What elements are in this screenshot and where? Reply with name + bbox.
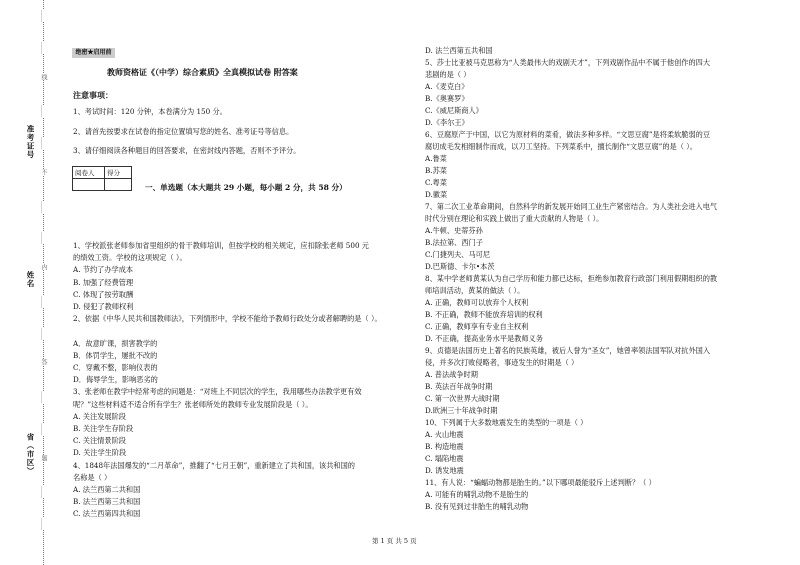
question-line: A. 法兰西第二共和国 <box>73 485 141 494</box>
seal-cut-mark: …… <box>39 422 46 435</box>
question-line: A. 可能有的哺乳动物不是胎生的 <box>425 490 529 499</box>
question-line: 6、豆腐原产于中国，以它为原材料的菜肴，做法多种多样。“文思豆腐”是将柔软脆弱的豆 <box>425 130 711 139</box>
question-line: C. 关注情景阶段 <box>73 436 126 446</box>
question-line: A. 正确，教师可以放弃个人权利 <box>425 298 529 307</box>
seal-cut-mark: …… <box>39 10 46 22</box>
question-line: B.苏菜 <box>425 166 447 175</box>
question-line: 8、某中学老师黄某认为自己学历和能力都已达标，拒绝参加教育行政部门利用假期组织的教 <box>425 274 718 283</box>
question-line: D. 侵犯了教师权利 <box>73 302 134 311</box>
question-line: A. 关注发展阶段 <box>73 411 126 421</box>
margin-label-exam-id: 准考证号 <box>26 125 35 159</box>
question-line: B.《奥赛罗》 <box>425 94 469 103</box>
notice-heading: 注意事项： <box>73 90 113 100</box>
seal-cut-mark: …… <box>39 41 46 54</box>
seal-cut-mark: …… <box>39 391 46 404</box>
seal-cut-mark: …… <box>39 518 46 531</box>
question-line: B. 不正确，教师不能放弃培训的权利 <box>425 310 543 319</box>
score-box <box>72 166 132 191</box>
seal-dotted-line <box>43 0 44 565</box>
question-line: 呢？”这些材料适不适合所有学生？张老师所处的教师专业发展阶段是（ ）。 <box>73 399 313 409</box>
question-line: C. 正确，教师享有专业自主权利 <box>425 322 529 331</box>
question-line: 悲剧的是（ ） <box>425 70 471 79</box>
score-box-grader-cell <box>73 179 105 191</box>
question-line: D.欧洲三十年战争时期 <box>425 406 498 415</box>
margin-label-name: 姓名 <box>26 271 35 288</box>
notice-item: 2、请首先按要求在试卷的指定位置填写您的姓名、准考证号等信息。 <box>73 127 294 136</box>
question-line: A. 节约了办学成本 <box>73 265 134 275</box>
seal-cut-mark: 不 <box>40 168 47 175</box>
question-line: B．体罚学生，屡批不改的 <box>73 350 158 360</box>
seal-cut-mark: …… <box>39 486 46 499</box>
question-line: D.《李尔王》 <box>425 118 469 127</box>
question-line: B. 没有见到过非胎生的哺乳动物 <box>425 502 529 511</box>
question-line: B. 英法百年战争时期 <box>425 382 493 391</box>
seal-cut-mark: …… <box>39 137 46 150</box>
question-line: B.法拉第、西门子 <box>425 238 483 247</box>
question-line: A．故意旷课，损害教学的 <box>73 338 158 348</box>
seal-cut-mark: 答 <box>40 359 47 366</box>
question-line: D.巴斯德、卡尔•本茨 <box>425 262 495 271</box>
question-line: D. 关注学生阶段 <box>73 448 127 458</box>
question-line: B. 关注学生存阶段 <box>73 424 134 433</box>
score-box-grader-label: 阅卷人 <box>73 167 105 179</box>
seal-cut-mark: 内 <box>40 264 47 271</box>
question-line: 5、莎士比亚被马克思称为“人类最伟大的戏剧天才”，下列戏剧作品中不属于他创作的四大 <box>425 58 711 67</box>
question-line: A.《麦克白》 <box>425 82 469 91</box>
question-line: C.门捷列夫、马可尼 <box>425 250 491 259</box>
section-title: 一、单选题（本大题共 29 小题，每小题 2 分，共 58 分） <box>145 183 347 192</box>
question-line: 时代分别在理论和实践上做出了重大贡献的人物是（ ）。 <box>425 214 604 223</box>
seal-cut-mark: …… <box>39 105 46 118</box>
question-line: A.牛顿、史蒂芬孙 <box>425 226 483 235</box>
seal-cut-mark: …… <box>39 327 46 340</box>
page-title: 教师资格证《（中学）综合素质》全真模拟试卷 附答案 <box>107 67 298 77</box>
page-number: 第 1 页 共 5 页 <box>372 537 417 545</box>
seal-cut-mark: …… <box>39 295 46 308</box>
score-box-score-label: 得分 <box>105 167 132 179</box>
question-line: D. 法兰西第五共和国 <box>425 46 493 55</box>
question-line: C.粤菜 <box>425 178 447 187</box>
question-line: 4、1848年法国爆发的“二月革命”，推翻了“七月王朝”，重新建立了共和国，该共和国的 <box>73 460 355 470</box>
question-line: 1、学校派张老师参加省里组织的骨干教师培训，但按学校的相关规定，应扣除张老师 500 元 <box>73 241 369 250</box>
question-line: D.徽菜 <box>425 190 448 199</box>
seal-cut-mark: 线 <box>40 73 47 80</box>
question-line: D. 诱发地震 <box>425 466 464 475</box>
question-line: C.《威尼斯商人》 <box>425 106 483 115</box>
confidential-badge: 绝密★启用前 <box>72 48 115 58</box>
question-line: 名称是（ ） <box>73 472 112 482</box>
question-line: 的绩效工资。学校的这项规定（ ）。 <box>73 253 187 263</box>
question-line: A. 普法战争时期 <box>425 370 478 379</box>
question-line: 9、贞德是法国历史上著名的民族英雄，被后人誉为“圣女”，她曾率领法国军队对抗外国入 <box>425 346 711 355</box>
question-line: C. 第一次世界大战时期 <box>425 394 500 403</box>
question-line: C. 体现了按劳取酬 <box>73 289 134 299</box>
question-line: D．侮辱学生，影响恶劣的 <box>73 375 158 385</box>
question-line: C. 法兰西第四共和国 <box>73 509 141 519</box>
question-line: 3、张老师在教学中经常考虑的问题是：“对班上不同层次的学生，我用哪些办法教学更有效 <box>73 387 362 397</box>
notice-item: 3、请仔细阅读各种题目的回答要求，在密封线内答题，否则不予评分。 <box>73 146 301 155</box>
question-line: A. 火山地震 <box>425 430 464 439</box>
question-line: B. 构造地震 <box>425 442 464 451</box>
seal-cut-mark: …… <box>39 232 46 245</box>
question-line: 腐切成毛发相细制作而成，以刀工坚持。下列菜系中，擅长制作“文思豆腐”的是（ ）。 <box>425 142 697 151</box>
question-line: 师培训活动，黄某的做法（ ）。 <box>425 286 525 295</box>
margin-label-province: 省（市区） <box>26 433 35 476</box>
question-line: B. 加强了经费管理 <box>73 277 134 287</box>
question-line: C．穿戴不整，影响仪表的 <box>73 363 158 372</box>
seal-cut-mark: …… <box>39 200 46 213</box>
question-line: A.鲁菜 <box>425 154 447 163</box>
seal-cut-mark: 题 <box>40 454 47 461</box>
question-line: C. 塌陷地震 <box>425 454 464 463</box>
question-line: 10、下列属于大多数地震发生的类型的一项是（ ） <box>425 418 588 427</box>
question-line: 11、有人说：“蝙蝠动物都是胎生的。”以下哪项最能驳斥上述判断？（ ） <box>425 478 656 487</box>
question-line: B. 法兰西第三共和国 <box>73 497 141 507</box>
question-line: 侵，并多次打败侵略者，事迹发生的时期是（ ） <box>425 358 579 367</box>
notice-item: 1、考试时间：120 分钟，本卷满分为 150 分。 <box>73 107 227 116</box>
question-line: D. 不正确，提高业务水平是教师义务 <box>425 334 543 343</box>
question-line: 2、依据《中华人民共和国教师法》，下列情形中，学校不能给予教师行政处分或者解聘的是（ ）。 <box>73 314 382 324</box>
question-line: 7、第二次工业革命期间，自然科学的新发展开始同工业生产紧密结合。为人类社会进入电气 <box>425 202 718 211</box>
score-box-score-cell <box>105 179 132 191</box>
